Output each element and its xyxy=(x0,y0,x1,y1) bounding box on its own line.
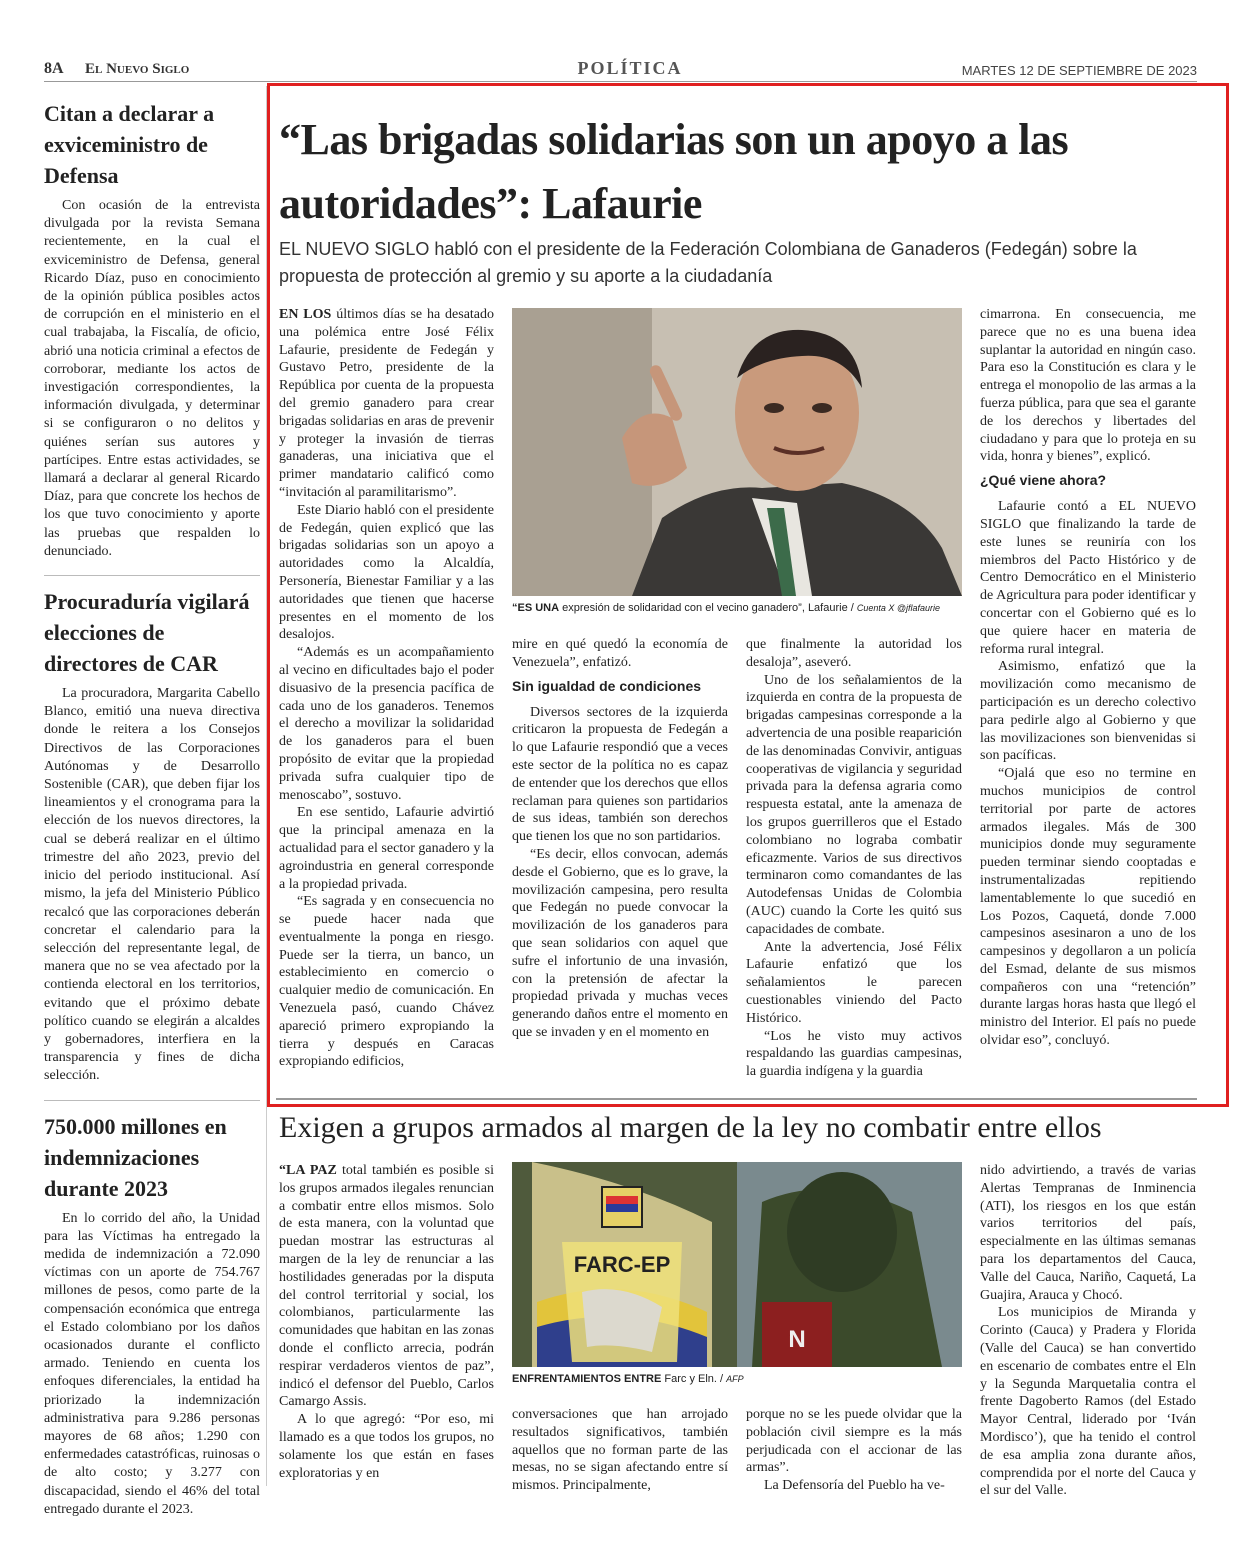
page-number: 8A xyxy=(44,60,64,77)
paragraph: Los municipios de Miranda y Corinto (Cauca) y Pradera y Florida (Valle del Cauca) se han convertido en escenario de combates entre el Eln y la Segunda Marquetalia contra el frente Dagoberto Ramos (del Estado Mayor Central, liderado por ‘Iván Mordisco’), que ha tenido el control de esa amplia zona durante años, comprendida por el norte del Cauca y el sur del Valle. xyxy=(980,1305,1196,1499)
lead-paragraph xyxy=(279,306,494,502)
paragraph: En ese sentido, Lafaurie advirtió que la principal amenaza en la actualidad para el sector ganadero y la agroindustria en general corresponde a la propiedad privada. xyxy=(279,805,494,892)
lead-word: EN LOS xyxy=(279,307,332,322)
sidebar-headline-1: Citan a declarar a exviceministro de Defensa xyxy=(44,101,215,188)
caption-credit: AFP xyxy=(726,1374,744,1384)
paragraph: Uno de los señalamientos de la izquierda en contra de la propuesta de brigadas campesinas corresponde a la advertencia de una posible reaparición de las denominadas Convivir, antiguas cooperativas de vigilancia y seguridad privada para la defensa agraria como respuesta estatal, ante la amenaza de los grupos guerrilleros que el Estado colombiano no lograba combatir eficazmente. Varios de sus directivos terminaron como comandantes de las Autodefensas Unidas de Colombia (AUC) cuando la Corte les quitó sus capacidades de combate. xyxy=(746,672,963,937)
sidebar-body-2: La procuradora, Margarita Cabello Blanco, emitió una nueva directiva donde le reitera a los Consejos Directivos de las Corporaciones Autónomas y de Desarrollo Sostenible (CAR), que deben fijar los lineamientos y el cronograma para la elección de los nuevos directores, la cual se deberá realizar en el último trimestre del año 2023, previo del inicio del periodo institucional. Así mismo, la jefa del Ministerio Público recalcó que las corporaciones deberán concretar el calendario para la selección del representante legal, de manera que no se vea afectado por la contienda electoral en los territorios, evitando que el próximo debate político cuando se elegirán a alcaldes y gobernadores, interfiera en la transparencia y fines de dicha selección. xyxy=(44,686,260,1084)
section-subhead: Sin igualdad de condiciones xyxy=(512,677,702,694)
armed-groups-photo xyxy=(512,1162,962,1367)
caption-text: Farc y Eln. / xyxy=(661,1373,727,1385)
paragraph: nido advirtiendo, a través de varias Alertas Tempranas de Inminencia (ATI), los riesgos en los que están varios territorios del país, especialmente en las últimas semanas para los departamentos del Cauca, Valle del Cauca, Nariño, Caquetá, La Guajira, Arauca y Chocó. xyxy=(980,1163,1196,1303)
second-article-column-1 xyxy=(279,1162,494,1482)
section-rule xyxy=(276,1098,1197,1100)
second-headline: Exigen a grupos armados al margen de la ley no combatir entre ellos xyxy=(279,1111,1102,1144)
lead-paragraph xyxy=(279,1162,494,1411)
paragraph: porque no se les puede olvidar que la población civil siempre es la más perjudicada con el accionar de las armas”. xyxy=(746,1407,962,1476)
sidebar-headline-2: Procuraduría vigilará elecciones de directores de CAR xyxy=(44,589,250,677)
paragraph: “Ojalá que eso no termine en muchos municipios de control territorial por parte de actores armados ilegales. Más de 300 municipios donde muy seguramente pueden terminar siendo cooptadas e instrumentalizadas repitiendo lamentablemente lo que sucedió en Los Pozos, Caquetá, donde 7.000 campesinos asesinaron a uno de los campesinos y degollaron a un policía del Esmad, delante de sus mismos compañeros con una “retención” durante largas horas hasta que llegó el ministro del Interior. El país no puede olvidar eso”, concluyó. xyxy=(980,766,1196,1049)
paragraph: La Defensoría del Pueblo ha ve- xyxy=(764,1478,945,1494)
portrait-illustration xyxy=(512,308,962,596)
photo-caption-2 xyxy=(512,1372,962,1386)
paragraph: Lafaurie contó a EL NUEVO SIGLO que finalizando la tarde de este lunes se reuniría con los miembros del Pacto Histórico y de Centro Democrático en el Ministerio de Agricultura para poder identificar y concertar con el Gobierno qué es lo que quiere hacer en materia de reforma rural integral. xyxy=(980,499,1196,657)
section-name: POLÍTICA xyxy=(577,58,683,78)
paragraph: mire en qué quedó la economía de Venezuela”, enfatizó. xyxy=(512,637,728,670)
sidebar-divider xyxy=(44,1100,260,1101)
second-article-column-4 xyxy=(980,1162,1196,1500)
lafaurie-photo xyxy=(512,308,962,596)
newspaper-name: El Nuevo Siglo xyxy=(85,61,190,77)
paragraph: A lo que agregó: “Por eso, mi llamado es a que todos los grupos, no solamente los que están en fases exploratorias y en xyxy=(279,1412,494,1481)
section-subhead: ¿Qué viene ahora? xyxy=(980,472,1107,489)
paragraph-text: total también es posible si los grupos armados ilegales renuncian a combatir entre ellos mismos. Solo de esta manera, con la voluntad que puedan mostrar las estructuras al margen de la ley de renunciar a las hostilidades generadas por la disputa del control territorial y social, los colombianos, particularmente las comunidades que habitan en las zonas donde el conflicto arrecia, podrán respirar verdaderos vientos de paz”, indicó el defensor del Pueblo, Carlos Camargo Assis. xyxy=(279,1163,494,1410)
paragraph: “Los he visto muy activos respaldando las guardias campesinas, la guardia indígena y la guardia xyxy=(746,1028,962,1080)
sidebar-body-3: En lo corrido del año, la Unidad para las Víctimas ha entregado la medida de indemnización a 72.090 víctimas con un aporte de 754.767 millones de pesos, como parte de la compensación económica que entrega el Estado colombiano por los daños ocasionados durante el conflicto armado. Teniendo en cuenta los enfoques diferenciales, la entidad ha priorizado la indemnización administrativa para 9.286 personas mayores de 68 años; 1.290 con enfermedades catastróficas, ruinosas o de alto costo; y 3.277 con discapacidad, siendo el 46% del total entregado durante el 2023. xyxy=(44,1210,260,1517)
article-column-3 xyxy=(746,636,962,1081)
main-subheadline: EL NUEVO SIGLO habló con el presidente de la Federación Colombiana de Ganaderos (Fedegán) sobre la propuesta de protección al gremio y su aporte a la ciudadanía xyxy=(279,239,1137,286)
sidebar-divider xyxy=(44,575,260,576)
paragraph: “Es decir, ellos convocan, además desde el Gobierno, que es lo grave, la movilización campesina, pero resulta que Fedegán no puede convocar la movilización de los ganaderos para que sean solidarios con aquel que sufre el infortunio de una invasión, con la pretensión de afectar la propiedad privada y muchas veces generando daños entre el momento en que se invaden y en el momento en xyxy=(512,846,728,1040)
paragraph: Ante la advertencia, José Félix Lafaurie enfatizó que los señalamientos le parecen cuestionables viniendo del Pacto Histórico. xyxy=(746,939,962,1026)
sidebar-headline-3: 750.000 millones en indemnizaciones durante 2023 xyxy=(44,1113,227,1201)
sidebar xyxy=(44,98,260,1519)
paragraph: Diversos sectores de la izquierda criticaron la propuesta de Fedegán a lo que Lafaurie respondió que a veces este sector de la política no es capaz de entender que los derechos que ellos reclaman para quienes son partidarios de sus ideas, también son derechos que tienen los que no son partidarios. xyxy=(512,704,728,845)
paragraph: conversaciones que han arrojado resultados significativos, también aquellos que no forman parte de las mesas, no se sigan afectando entre sí mismos. Principalmente, xyxy=(512,1407,728,1494)
caption-text: expresión de solidaridad con el vecino ganadero”, Lafaurie / xyxy=(559,602,857,614)
paragraph: cimarrona. En consecuencia, me parece que no es una buena idea suplantar la autoridad en ningún caso. Para eso la Constitución es clara y le entrega el monopolio de las armas a la fuerza pública, para que sea el garante de los derechos y libertades del ciudadano y para que lo proteja en su vida, honra y bienes”, explicó. xyxy=(980,307,1196,465)
second-article-column-3 xyxy=(746,1406,962,1495)
armed-groups-illustration xyxy=(512,1162,962,1367)
header-rule xyxy=(44,81,1197,82)
second-article-column-2 xyxy=(512,1406,728,1495)
issue-date: MARTES 12 DE SEPTIEMBRE DE 2023 xyxy=(961,63,1197,78)
article-column-1 xyxy=(279,306,494,1071)
paragraph: Asimismo, enfatizó que la movilización como mecanismo de participación es un derecho colectivo para pedirle algo al Gobierno y que las movilizaciones son bienvenidas si son pacíficas. xyxy=(980,659,1196,764)
eln-letter: N xyxy=(788,1326,806,1353)
farc-patch-text: FARC-EP xyxy=(573,1252,671,1277)
lead-word: “LA PAZ xyxy=(279,1163,337,1178)
article-column-4 xyxy=(980,306,1196,1050)
caption-lead: ENFRENTAMIENTOS ENTRE xyxy=(512,1373,662,1385)
paragraph: “Es sagrada y en consecuencia no se puede hacer nada que eventualmente la ponga en riesgo. Puede ser la tierra, un banco, un establecimiento en comercio o cualquier medio de comunicación. En Venezuela pasó, cuando Chávez apareció primero expropiando la tierra y después en Caracas expropiando edificios, xyxy=(279,894,494,1070)
main-headline: “Las brigadas solidarias son un apoyo a las autoridades”: Lafaurie xyxy=(279,115,1069,228)
caption-lead: “ES UNA xyxy=(512,602,560,614)
paragraph: Este Diario habló con el presidente de Fedegán, quien explicó que las brigadas solidarias son un apoyo a autoridades como la Alcaldía, Personería, Bienestar Familiar y a las autoridades que tienen que hacerse presentes en el momento de los desalojos. xyxy=(279,502,494,643)
photo-caption xyxy=(512,601,962,615)
caption-credit: Cuenta X @jflafaurie xyxy=(856,603,941,613)
paragraph: “Además es un acompañamiento al vecino en dificultades bajo el poder disuasivo de la presencia pacífica de cada uno de los ganaderos. Tenemos el derecho a movilizar la solidaridad de los ganaderos para el buen propósito de evitar que la propiedad privada sufra cualquier tipo de menoscabo”, sostuvo. xyxy=(279,645,494,803)
sidebar-body-1: Con ocasión de la entrevista divulgada por la revista Semana recientemente, en la cual el exviceministro de Defensa, general Ricardo Díaz, puso en conocimiento de la opinión pública posibles actos de corrupción en el ministerio en el cual trabajaba, la Fiscalía, de oficio, abrió una noticia criminal a efectos de corroborar, mediante los actos de investigación correspondientes, la información divulgada, y determinar si se configuraron o no delitos y quiénes serían sus autores y partícipes. Entre estas actividades, se llamará a declarar al general Ricardo Díaz, para que concrete los hechos de los que tuvo conocimiento y aporte las pruebas que respalden lo denunciado. xyxy=(44,198,260,559)
paragraph-text: últimos días se ha desatado una polémica entre José Félix Lafaurie, presidente de Fedegán y Gustavo Petro, presidente de la República por cuenta de la propuesta del gremio ganadero para crear brigadas solidarias en aras de prevenir y proteger la invasión de tierras ganaderas, una iniciativa que el primer mandatario calificó como “invitación al paramilitarismo”. xyxy=(279,307,495,500)
article-column-2 xyxy=(512,636,728,1042)
paragraph: que finalmente la autoridad los desaloja”, aseveró. xyxy=(746,637,962,670)
